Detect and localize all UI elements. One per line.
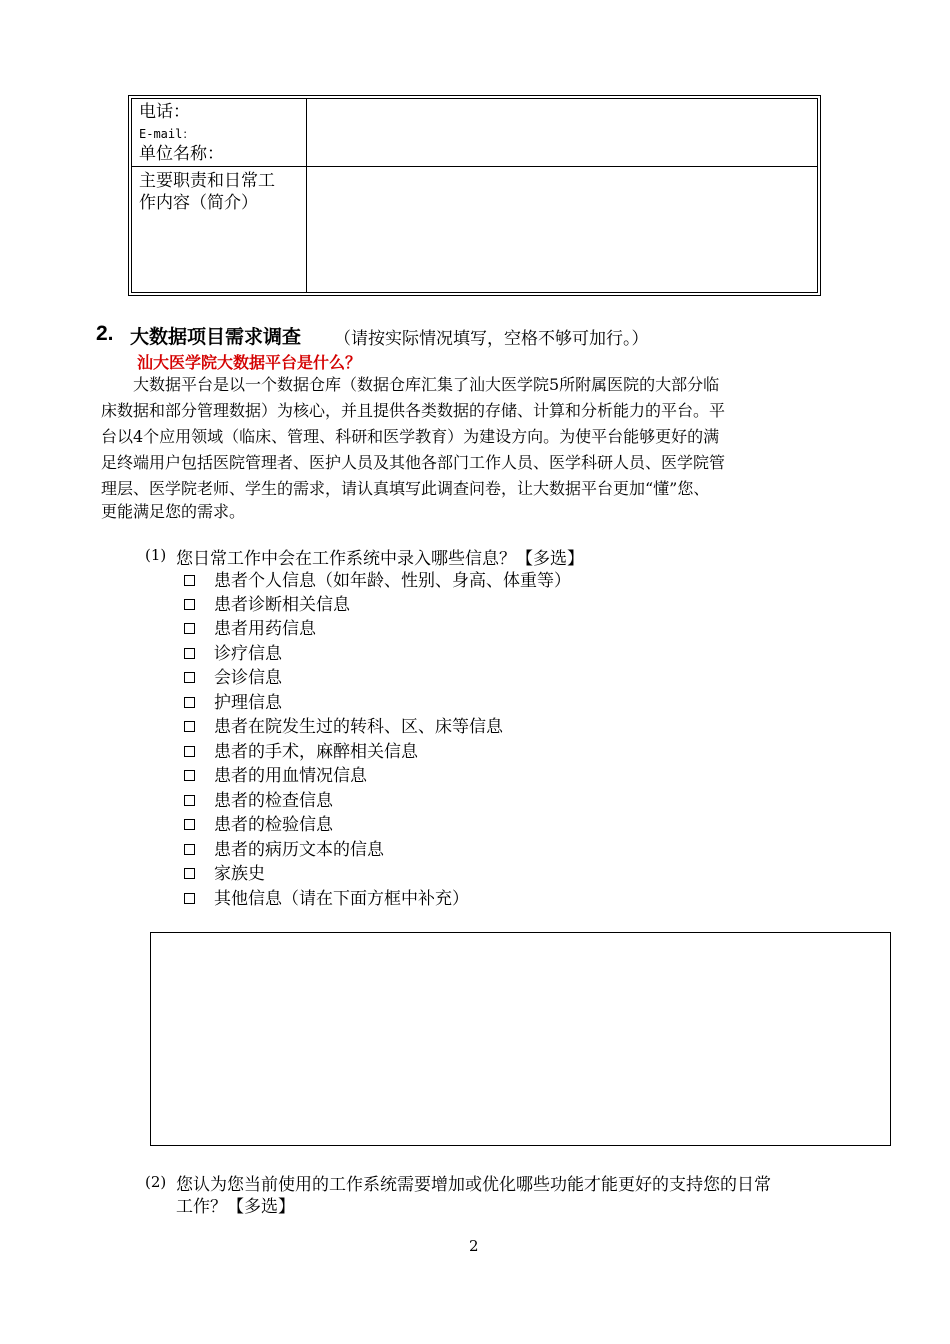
- page-number: 2: [469, 1237, 479, 1255]
- option-label: 患者在院发生过的转科、区、床等信息: [214, 717, 503, 737]
- email-label: E-mail：: [139, 127, 195, 141]
- question2-text-line2: 工作？【多选】: [176, 1197, 295, 1217]
- unit-name-label: 单位名称：: [139, 144, 224, 164]
- option-label: 护理信息: [214, 693, 282, 713]
- duties-label-line2: 作内容（简介）: [139, 193, 258, 213]
- option-label: 患者诊断相关信息: [214, 595, 350, 615]
- option-label: 患者的用血情况信息: [214, 766, 367, 786]
- checkbox[interactable]: [184, 575, 195, 586]
- checkbox[interactable]: [184, 844, 195, 855]
- section-title: 大数据项目需求调查: [130, 326, 302, 348]
- section-number: 2.: [96, 322, 114, 345]
- checkbox[interactable]: [184, 746, 195, 757]
- option-label: 会诊信息: [214, 668, 282, 688]
- option-label: 患者个人信息（如年龄、性别、身高、体重等）: [214, 571, 571, 591]
- contact-value-field[interactable]: [308, 99, 817, 166]
- checkbox[interactable]: [184, 893, 195, 904]
- duties-label-line1: 主要职责和日常工: [139, 171, 275, 191]
- intro-line-6: 更能满足您的需求。: [101, 502, 246, 521]
- checkbox[interactable]: [184, 721, 195, 732]
- intro-line-4: 足终端用户包括医院管理者、医护人员及其他各部门工作人员、医学科研人员、医学院管: [101, 453, 726, 472]
- intro-line-2: 床数据和部分管理数据）为核心，并且提供各类数据的存储、计算和分析能力的平台。平: [101, 401, 726, 420]
- checkbox[interactable]: [184, 648, 195, 659]
- contact-info-table: [128, 95, 821, 296]
- question1-number: (1): [145, 546, 167, 564]
- other-info-answer-box[interactable]: [150, 932, 891, 1146]
- section-note: （请按实际情况填写，空格不够可加行。）: [334, 329, 649, 349]
- intro-line-1: 大数据平台是以一个数据仓库（数据仓库汇集了汕大医学院5所附属医院的大部分临: [101, 375, 720, 394]
- contact-info-table-inner: [131, 98, 818, 293]
- checkbox[interactable]: [184, 599, 195, 610]
- option-label: 患者的检查信息: [214, 791, 333, 811]
- intro-line-5: 理层、医学院老师、学生的需求，请认真填写此调查问卷，让大数据平台更加“懂”您、: [101, 479, 710, 498]
- option-label: 其他信息（请在下面方框中补充）: [214, 889, 469, 909]
- checkbox[interactable]: [184, 770, 195, 781]
- checkbox[interactable]: [184, 697, 195, 708]
- question1-text: 您日常工作中会在工作系统中录入哪些信息？【多选】: [176, 549, 584, 569]
- option-label: 患者的病历文本的信息: [214, 840, 384, 860]
- question2-text-line1: 您认为您当前使用的工作系统需要增加或优化哪些功能才能更好的支持您的日常: [176, 1175, 771, 1195]
- duties-value-field[interactable]: [308, 167, 817, 292]
- checkbox[interactable]: [184, 623, 195, 634]
- checkbox[interactable]: [184, 672, 195, 683]
- question2-number: (2): [145, 1173, 167, 1191]
- table-column-divider: [306, 99, 307, 292]
- intro-line-3: 台以4个应用领域（临床、管理、科研和医学教育）为建设方向。为使平台能够更好的满: [101, 427, 720, 446]
- option-label: 患者的手术，麻醉相关信息: [214, 742, 418, 762]
- option-label: 诊疗信息: [214, 644, 282, 664]
- option-label: 患者用药信息: [214, 619, 316, 639]
- checkbox[interactable]: [184, 819, 195, 830]
- option-label: 家族史: [214, 864, 265, 884]
- platform-subheading: 汕大医学院大数据平台是什么？: [137, 353, 362, 372]
- checkbox[interactable]: [184, 795, 195, 806]
- phone-label: 电话：: [139, 102, 190, 122]
- checkbox[interactable]: [184, 868, 195, 879]
- option-label: 患者的检验信息: [214, 815, 333, 835]
